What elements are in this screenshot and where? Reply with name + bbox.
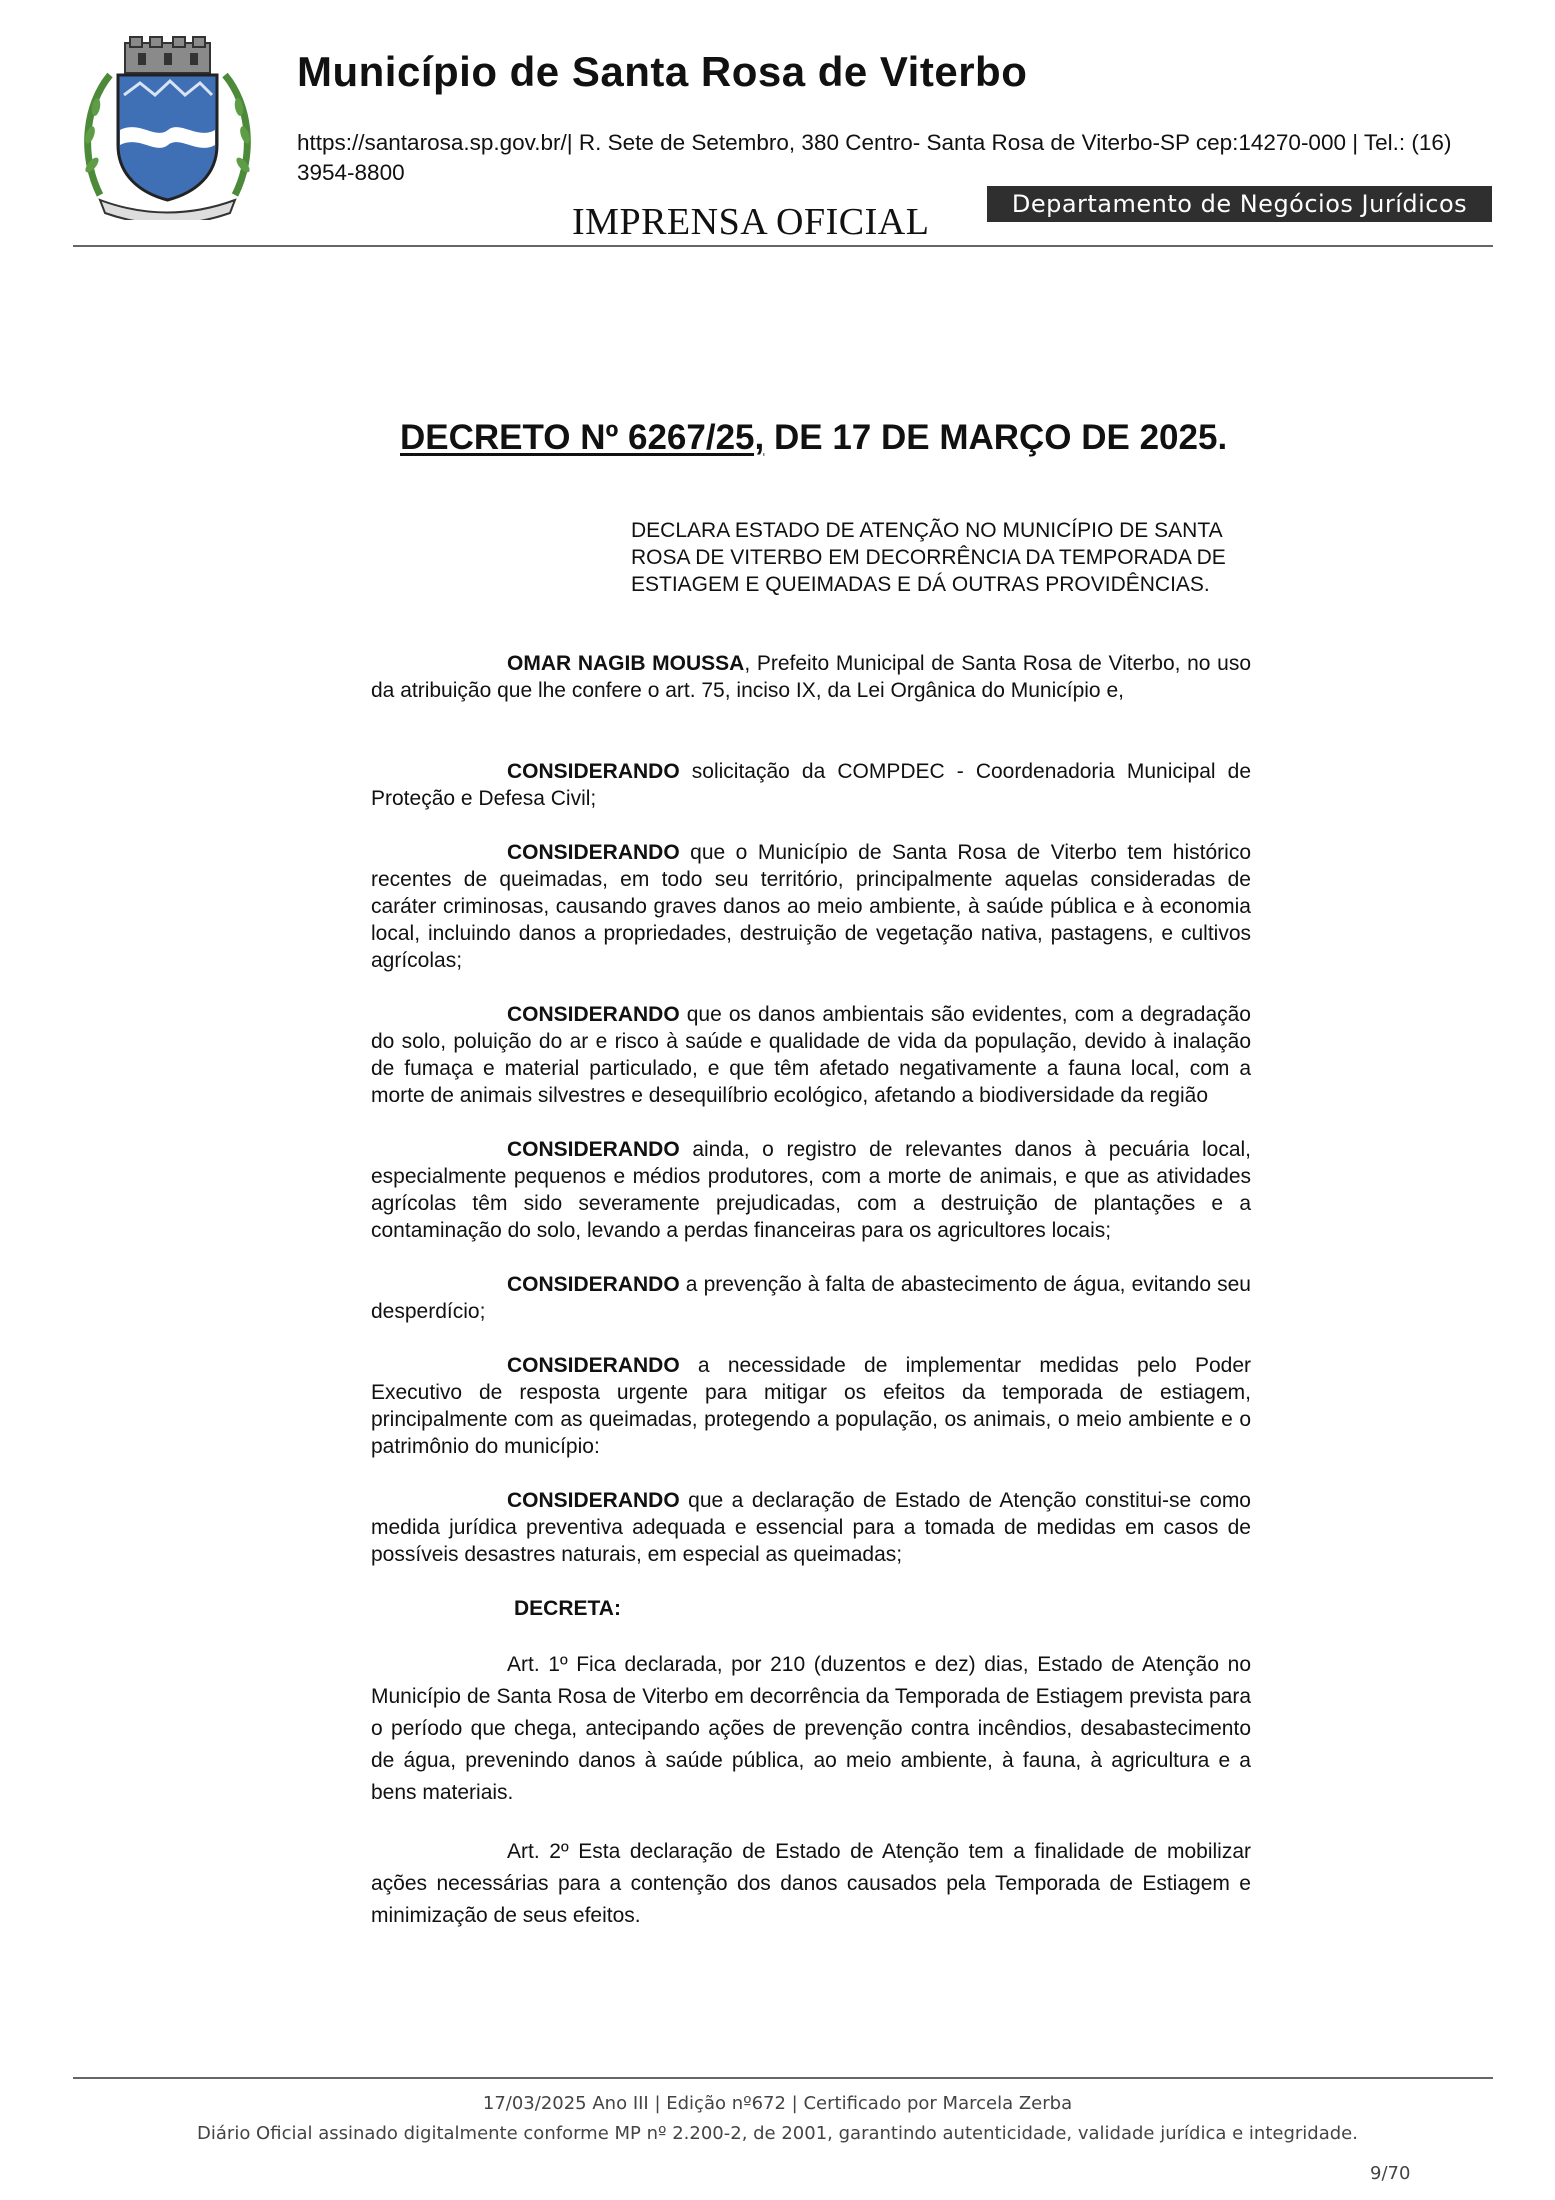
considerando-paragraph [371,1001,1251,1109]
considerando-label: CONSIDERANDO [507,1489,680,1512]
considerando-text: que a declaração de Estado de Atenção constitui-se como medida jurídica preventiva adequada e essencial para a tomada de medidas em casos de possíveis desastres naturais, em especial as queimadas; [371,1489,1251,1566]
municipality-title: Município de Santa Rosa de Viterbo [297,48,1028,95]
decree-body [371,650,1251,1932]
footer-edition-info: 17/03/2025 Ano III | Edição nº672 | Certificado por Marcela Zerba [482,2093,1073,2114]
decreta-heading: DECRETA: [514,1597,621,1620]
mayor-name: OMAR NAGIB MOUSSA [507,652,745,675]
decree-number: DECRETO Nº 6267/25, [400,418,765,457]
page-number: 9/70 [1370,2163,1411,2184]
decree-ementa: DECLARA ESTADO DE ATENÇÃO NO MUNICÍPIO DE SANTA ROSA DE VITERBO EM DECORRÊNCIA DA TEMPORADA DE ESTIAGEM E QUEIMADAS E DÁ OUTRAS PROVIDÊNCIAS. [631,519,1226,596]
considerando-paragraph [371,839,1251,974]
considerando-paragraph [371,758,1251,812]
preamble-paragraph [371,650,1251,704]
considerando-label: CONSIDERANDO [507,1003,680,1026]
considerando-text: solicitação da COMPDEC - Coordenadoria Municipal de Proteção e Defesa Civil; [371,760,1251,810]
considerando-paragraph [371,1136,1251,1244]
municipal-crest-logo [80,35,255,220]
municipality-address: https://santarosa.sp.gov.br/| R. Sete de Setembro, 380 Centro- Santa Rosa de Viterbo-SP cep:14270-000 | Tel.: (16) 3954-8800 [297,130,1452,185]
header-divider [73,245,1493,247]
article-1: Art. 1º Fica declarada, por 210 (duzentos e dez) dias, Estado de Atenção no Município de Santa Rosa de Viterbo em decorrência da Temporada de Estiagem prevista para o período que chega, antecipando ações de prevenção contra incêndios, desabastecimento de água, prevenindo danos à saúde pública, ao meio ambiente, à fauna, à agricultura e a bens materiais. [371,1653,1251,1804]
considerando-label: CONSIDERANDO [507,841,680,864]
considerando-text: a prevenção à falta de abastecimento de água, evitando seu desperdício; [371,1273,1251,1323]
preamble-text: , Prefeito Municipal de Santa Rosa de Viterbo, no uso da atribuição que lhe confere o art. 75, inciso IX, da Lei Orgânica do Município e, [371,652,1251,702]
considerando-label: CONSIDERANDO [507,1273,680,1296]
department-badge: Departamento de Negócios Jurídicos [987,186,1492,222]
considerando-paragraph [371,1271,1251,1325]
article-2: Art. 2º Esta declaração de Estado de Atenção tem a finalidade de mobilizar ações necessárias para a contenção dos danos causados pela Temporada de Estiagem e minimização de seus efeitos. [371,1840,1251,1927]
considerando-paragraph [371,1352,1251,1460]
decree-date: DE 17 DE MARÇO DE 2025. [764,418,1228,457]
considerando-paragraph [371,1487,1251,1568]
footer-divider [73,2077,1493,2079]
considerando-label: CONSIDERANDO [507,1354,680,1377]
considerando-text: ainda, o registro de relevantes danos à pecuária local, especialmente pequenos e médios produtores, com a morte de animais, e que as atividades agrícolas têm sido severamente prejudicadas, com a destruição de plantações e a contaminação do solo, levando a perdas financeiras para os agricultores locais; [371,1138,1251,1242]
decree-title [400,418,1227,458]
considerando-text: que o Município de Santa Rosa de Viterbo tem histórico recentes de queimadas, em todo seu território, principalmente aquelas consideradas de caráter criminosas, causando graves danos ao meio ambiente, à saúde pública e à economia local, incluindo danos a propriedades, destruição de vegetação nativa, pastagens, e cultivos agrícolas; [371,841,1251,972]
considerando-label: CONSIDERANDO [507,1138,680,1161]
considerando-text: a necessidade de implementar medidas pelo Poder Executivo de resposta urgente para mitigar os efeitos da temporada de estiagem, principalmente com as queimadas, protegendo a população, os animais, o meio ambiente e o patrimônio do município: [371,1354,1251,1458]
considerando-label: CONSIDERANDO [507,760,680,783]
publication-name: IMPRENSA OFICIAL [572,201,930,243]
footer-signature-notice: Diário Oficial assinado digitalmente conforme MP nº 2.200-2, de 2001, garantindo autenticidade, validade jurídica e integridade. [197,2123,1358,2144]
considerando-text: que os danos ambientais são evidentes, com a degradação do solo, poluição do ar e risco à saúde e qualidade de vida da população, devido à inalação de fumaça e material particulado, e que têm afetado negativamente a fauna local, com a morte de animais silvestres e desequilíbrio ecológico, afetando a biodiversidade da região [371,1003,1251,1107]
